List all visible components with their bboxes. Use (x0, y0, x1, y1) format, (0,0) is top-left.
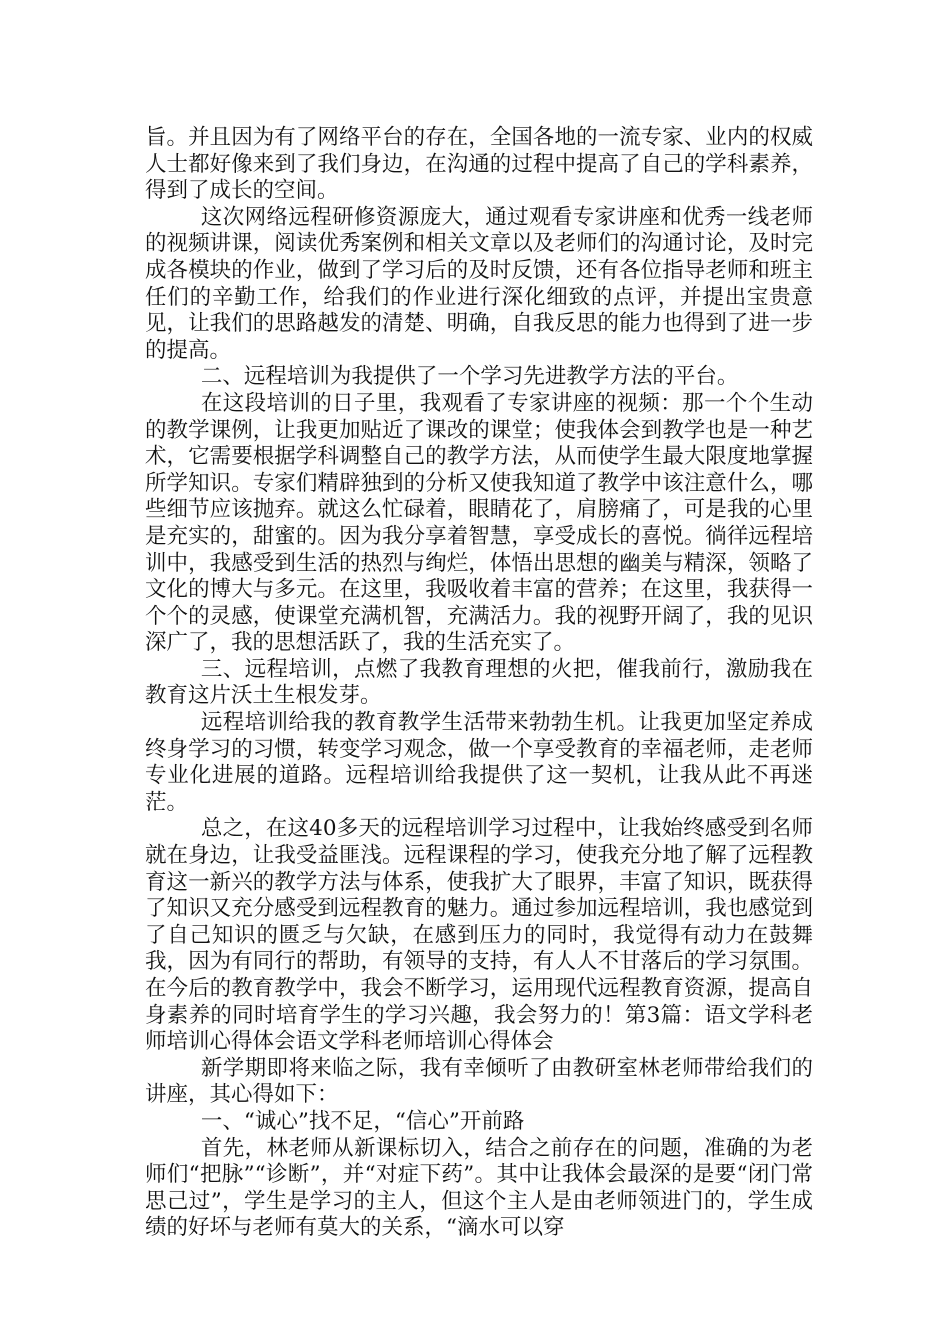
paragraph-2: 这次网络远程研修资源庞大，通过观看专家讲座和优秀一线老师的视频讲课，阅读优秀案例和相关文章以及老师们的沟通讨论，及时完成各模块的作业，做到了学习后的及时反馈，还有各位指导老师和班主任们的辛勤工作，给我们的作业进行深化细致的点评，并提出宝贵意见，让我们的思路越发的清楚、明确，自我反思的能力也得到了进一步的提高。 (145, 204, 813, 363)
section-heading-3: 三、远程培训，点燃了我教育理想的火把，催我前行，激励我在教育这片沃土生根发芽。 (145, 656, 813, 709)
paragraph-7: 总之，在这40多天的远程培训学习过程中，让我始终感受到名师就在身边，让我受益匪浅。远程课程的学习，使我充分地了解了远程教育这一新兴的教学方法与体系，使我扩大了眼界，丰富了知识，既获得了知识又充分感受到远程教育的魅力。通过参加远程培训，我也感觉到了自己知识的匮乏与欠缺，在感到压力的同时，我觉得有动力在鼓舞我，因为有同行的帮助，有领导的支持，有人人不甘落后的学习氛围。在今后的教育教学中，我会不断学习，运用现代远程教育资源，提高自身素养的同时培育学生的学习兴趣，我会努力的！第3篇：语文学科老师培训心得体会语文学科老师培训心得体会 (145, 816, 813, 1055)
document-body (145, 125, 813, 1242)
paragraph-4: 在这段培训的日子里，我观看了专家讲座的视频：那一个个生动的教学课例，让我更加贴近了课改的课堂；使我体会到教学也是一种艺术，它需要根据学科调整自己的教学方法，从而使学生最大限度地掌握所学知识。专家们精辟独到的分析又使我知道了教学中该注意什么，哪些细节应该抛弃。就这么忙碌着，眼睛花了，肩膀痛了，可是我的心里是充实的，甜蜜的。因为我分享着智慧，享受成长的喜悦。徜徉远程培训中，我感受到生活的热烈与绚烂，体悟出思想的幽美与精深，领略了文化的博大与多元。在这里，我吸收着丰富的营养；在这里，我获得一个个的灵感，使课堂充满机智，充满活力。我的视野开阔了，我的见识深广了，我的思想活跃了，我的生活充实了。 (145, 390, 813, 656)
paragraph-1: 旨。并且因为有了网络平台的存在，全国各地的一流专家、业内的权威人士都好像来到了我们身边，在沟通的过程中提高了自己的学科素养，得到了成长的空间。 (145, 125, 813, 204)
paragraph-6: 远程培训给我的教育教学生活带来勃勃生机。让我更加坚定养成终身学习的习惯，转变学习观念，做一个享受教育的幸福老师，走老师专业化进展的道路。远程培训给我提供了这一契机，让我从此不再迷茫。 (145, 710, 813, 815)
section-heading-1-next: 一、“诚心”找不足，“信心”开前路 (200, 1108, 525, 1134)
paragraph-8: 新学期即将来临之际，我有幸倾听了由教研室林老师带给我们的讲座，其心得如下： (145, 1055, 813, 1108)
paragraph-10: 首先，林老师从新课标切入，结合之前存在的问题，准确的为老师们“把脉”“诊断”，并“对症下药”。其中让我体会最深的是要“闭门常思己过”，学生是学习的主人，但这个主人是由老师领进门的，学生成绩的好坏与老师有莫大的关系，“滴水可以穿 (145, 1135, 813, 1241)
section-heading-2: 二、远程培训为我提供了一个学习先进教学方法的平台。 (200, 364, 739, 390)
